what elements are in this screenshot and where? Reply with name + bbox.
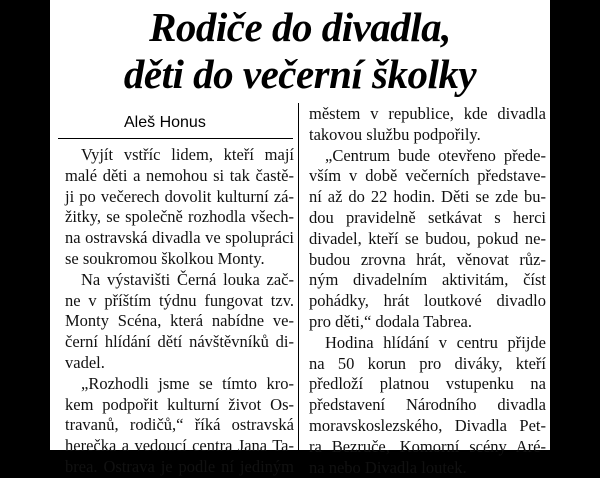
- article-column-left: [65, 145, 294, 478]
- text-line: pohádky, hrát loutkové divadlo: [309, 291, 546, 311]
- text-line: představení Národního divadla: [309, 395, 546, 415]
- text-line: předloží platnou vstupenku na: [309, 374, 546, 394]
- text-line: pro děti,“ dodala Tabrea.: [309, 311, 473, 331]
- text-line: černí hlídání dětí návštěvníků di-: [65, 332, 294, 352]
- text-line: na nebo Divadla loutek.: [309, 457, 467, 477]
- text-line: ji po večerech dovolit kulturní zá-: [65, 186, 294, 206]
- text-line: městem v republice, kde divadla: [309, 104, 546, 123]
- text-line: dou pravidelně setkávat s herci: [309, 207, 546, 227]
- newspaper-clipping: [50, 0, 550, 477]
- text-line: na 50 korun pro diváky, kteří: [309, 353, 546, 373]
- text-line: „Centrum bude otevřeno přede-: [325, 145, 546, 165]
- text-line: Monty Scéna, která nabídne ve-: [65, 311, 294, 331]
- text-line: moravskoslezského, Divadla Pet-: [309, 415, 546, 435]
- column-divider: [298, 103, 299, 450]
- byline-rule: [58, 138, 293, 139]
- author-byline: Aleš Honus: [124, 114, 206, 131]
- text-line: malé děti a nemohou si tak častě-: [65, 165, 294, 185]
- headline-line-1: Rodiče do divadla,: [149, 4, 451, 50]
- article-column-right: [309, 104, 546, 478]
- text-line: na ostravská divadla ve spolupráci: [65, 228, 294, 248]
- text-line: budou zrovna hrát, věnovat růz-: [309, 249, 546, 269]
- text-line: ra Bezruče, Komorní scény Aré-: [309, 436, 546, 456]
- text-line: Na výstavišti Černá louka zač-: [81, 269, 294, 289]
- text-line: se soukromou školkou Monty.: [65, 248, 265, 268]
- text-line: Hodina hlídání v centru přijde: [325, 332, 546, 352]
- text-line: divadel, kteří se budou, pokud ne-: [309, 228, 546, 248]
- headline-line-2: děti do večerní školky: [123, 51, 477, 97]
- text-line: vším v době večerních představe-: [309, 166, 546, 186]
- text-line: žitky, se společně rozhodla všech-: [65, 207, 294, 227]
- text-line: travanů, rodičů,“ říká ostravská: [65, 415, 294, 435]
- text-line: kem podpořit kulturní život Os-: [65, 394, 294, 414]
- text-line: ne v příštím týdnu fungovat tzv.: [65, 290, 294, 310]
- text-line: takovou službu podpořily.: [309, 124, 481, 144]
- text-line: Vyjít vstříc lidem, kteří mají: [81, 145, 294, 164]
- text-line: brea. Ostrava je podle ní jediným: [65, 456, 294, 476]
- text-line: ní až do 22 hodin. Děti se zde bu-: [309, 187, 546, 207]
- text-line: ným divadelním aktivitám, číst: [309, 270, 546, 290]
- text-line: herečka a vedoucí centra Jana Ta-: [65, 436, 294, 456]
- text-line: vadel.: [65, 352, 105, 372]
- text-line: „Rozhodli jsme se tímto kro-: [81, 373, 294, 393]
